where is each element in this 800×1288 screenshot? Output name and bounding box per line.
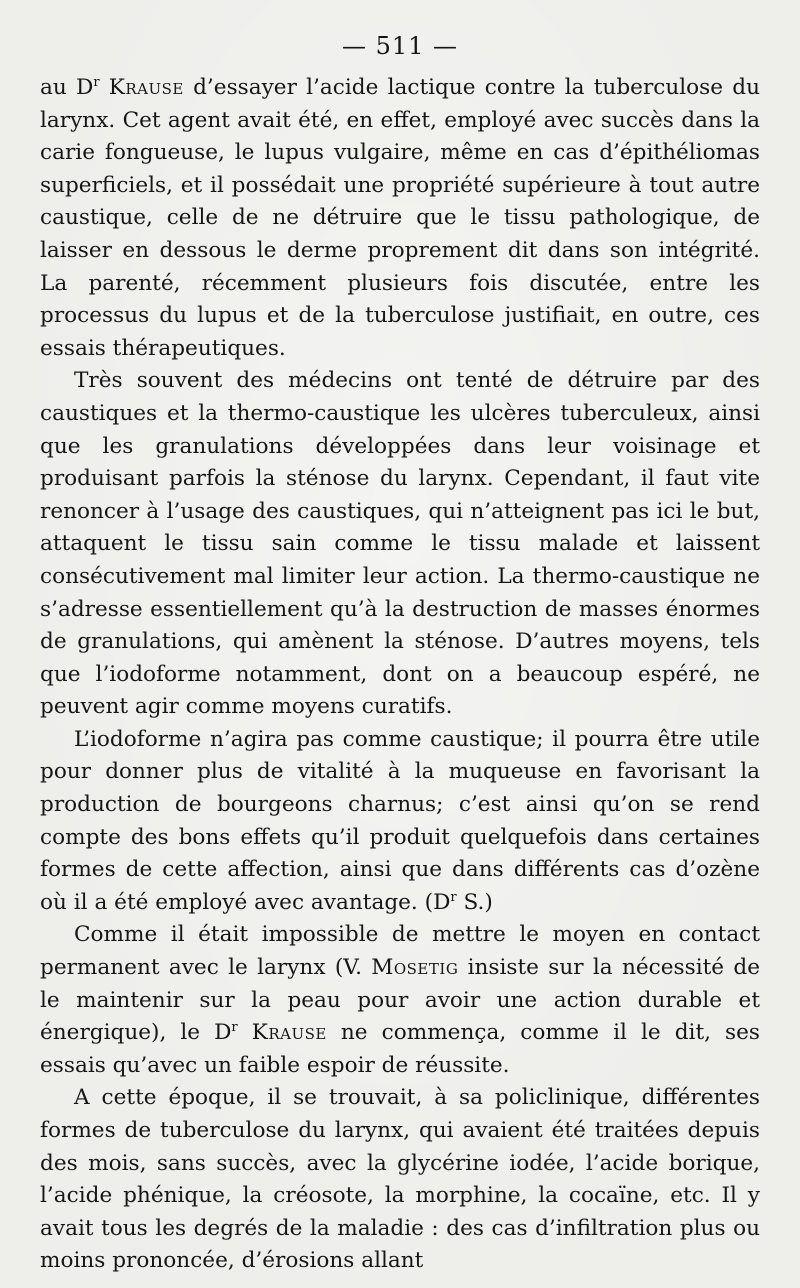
text-run: ne commença, comme il le dit, ses essais qu’avec un faible espoir de réussite. <box>40 1020 760 1078</box>
text-run: d’essayer l’acide lactique contre la tuberculose du larynx. Cet agent avait été, en effet, employé avec succès dans la carie fongueuse, le lupus vulgaire, même en cas d’épithéliomas superficiels, et il possédait une propriété supérieure à tout autre caustique, celle de ne détruire que le tissu pathologique, de laisser en dessous le derme proprement dit dans son intégrité. La parenté, récemment plusieurs fois discutée, entre les processus du lupus et de la tuberculose justifiait, en outre, ces essais thérapeutiques. <box>40 75 760 361</box>
paragraph <box>40 919 760 1082</box>
text-run: Comme il était impossible de mettre le moyen en contact permanent avec le larynx (V. <box>40 922 760 981</box>
paragraph <box>40 365 760 724</box>
superscript: r <box>231 1020 238 1036</box>
superscript: r <box>93 75 100 90</box>
text-run: au D <box>40 75 94 100</box>
paragraph <box>40 72 760 365</box>
text-run <box>100 75 109 100</box>
paragraph <box>40 1082 760 1278</box>
page-number: — 511 — <box>341 32 459 60</box>
text-run: A cette époque, il se trouvait, à sa policlinique, différentes formes de tuberculose du larynx, qui avaient été traitées depuis des mois, sans succès, avec la glycérine iodée, l’acide borique, l’acide phénique, la créosote, la morphine, la cocaïne, etc. Il y avait tous les degrés de la maladie : des cas d’infiltration plus ou moins prononcée, d’érosions allant <box>40 1085 760 1274</box>
text-run: S.) <box>456 889 493 915</box>
text-run: Très souvent des médecins ont tenté de détruire par des caustiques et la thermo-caustique les ulcères tuberculeux, ainsi que les granulations développées dans leur voisinage et produisant parfois la sténose du larynx. Cependant, il faut vite renoncer à l’usage des caustiques, qui n’atteignent pas ici le but, attaquent le tissu sain comme le tissu malade et laissent consécutivement mal limiter leur action. La thermo-caustique ne s’adresse essentiellement qu’à la destruction de masses énormes de granulations, qui amènent la sténose. D’autres moyens, tels que l’iodoforme notamment, dont on a beaucoup espéré, ne peuvent agir comme moyens curatifs. <box>40 368 760 720</box>
author-name: Krause <box>251 1020 327 1046</box>
author-name: Krause <box>108 75 184 100</box>
paragraph <box>40 724 760 920</box>
text-run: insiste sur la nécessité de le maintenir sur la peau pour avoir une action durable et énergique), le D <box>40 955 760 1046</box>
author-name: Mosetig <box>371 955 459 981</box>
superscript: r <box>450 889 457 905</box>
text-run: L’iodoforme n’agira pas comme caustique; il pourra être utile pour donner plus de vitalité à la muqueuse en favorisant la production de bourgeons charnus; c’est ainsi qu’on se rend compte des bons effets qu’il produit quelquefois dans certaines formes de cette affection, ainsi que dans différents cas d’ozène où il a été employé avec avantage. (D <box>40 726 760 915</box>
text-run <box>238 1020 252 1045</box>
body-text <box>40 72 760 1278</box>
